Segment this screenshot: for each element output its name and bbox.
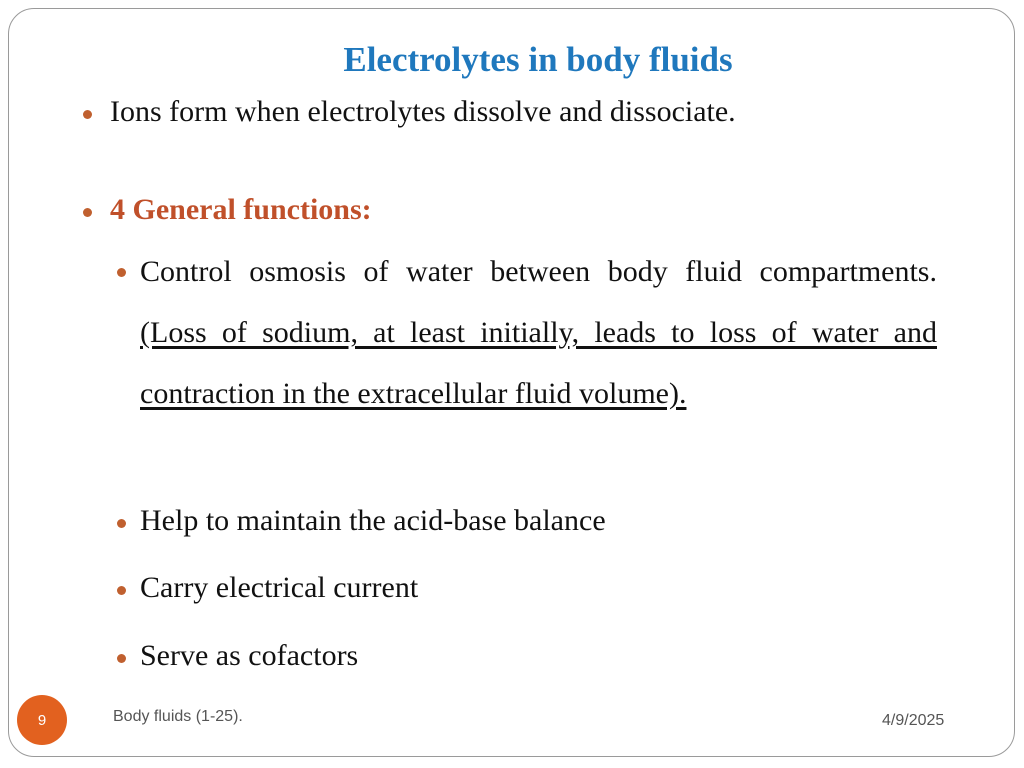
bullet-functions-heading: 4 General functions: (110, 193, 372, 226)
sub-item-osmosis-text: Control osmosis of water between body fluid compartments. (140, 255, 937, 288)
footer-title: Body fluids (1-25). (113, 708, 243, 725)
slide-title: Electrolytes in body fluids (343, 40, 733, 79)
sub-bullet-dot-icon (117, 654, 126, 663)
bullet-dot-icon (83, 110, 92, 119)
sub-bullet-dot-icon (117, 268, 126, 277)
sub-item-cofactors: Serve as cofactors (140, 639, 359, 672)
sub-bullet-dot-icon (117, 586, 126, 595)
footer-date: 4/9/2025 (882, 712, 945, 729)
sub-item-acid-base: Help to maintain the acid-base balance (140, 504, 606, 537)
page-number-badge: 9 (17, 695, 67, 745)
sub-bullet-dot-icon (117, 519, 126, 528)
sub-item-current: Carry electrical current (140, 571, 419, 604)
bullet-dot-icon (83, 208, 92, 217)
sub-item-osmosis (140, 241, 937, 424)
sub-item-osmosis-note: (Loss of sodium, at least initially, leads to loss of water and contraction in the extracellular fluid volume). (140, 316, 937, 410)
bullet-ions: Ions form when electrolytes dissolve and dissociate. (110, 95, 736, 128)
